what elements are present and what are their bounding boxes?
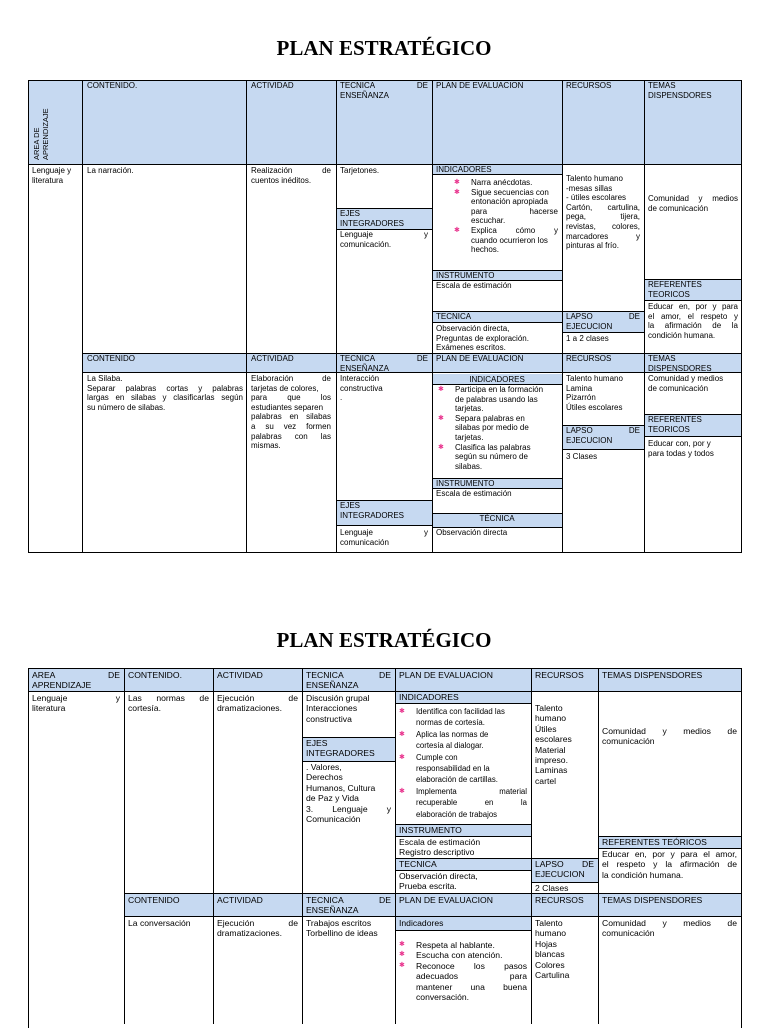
list-item: ✱ Separa palabras en silabas por medio de tarjetas. [436,414,558,443]
header-area: AREA DE APRENDIZAJE [32,108,50,160]
instrumento-value: Escala de estimación [436,281,512,290]
indicadores-list [397,706,527,820]
area-value: Lenguaje y literatura [32,693,120,714]
ejes-value: . Valores, Derechos Humanos, Cultura de Paz y Vida 3. Lenguaje y Comunicación [306,762,391,825]
lapso-value: 3 Clases [566,452,598,461]
ejes-label: EJES INTEGRADORES [340,209,405,228]
lapso-value: 1 a 2 clases [566,334,609,343]
header-temas: TEMAS DISPENSDORES [648,81,712,100]
indicadores-list [452,178,558,255]
lapso-label: LAPSO DE EJECUCION [566,312,640,331]
header-actividad: ACTIVIDAD [217,670,263,680]
list-item: ✱ Aplica las normas de cortesía al dialogar. [397,729,527,752]
tecnica-eval-label: TECNICA [436,312,472,321]
instrumento-value: Escala de estimación [436,489,512,498]
tecnica-value: Tarjetones. [340,166,380,175]
indicadores-label: INDICADORES [436,165,492,174]
list-item: ✱ Identifica con facilidad las normas de cortesía. [397,706,527,729]
header-recursos: RECURSOS [535,895,584,905]
referentes-value: Educar con, por y para todas y todos [648,439,714,458]
header-temas: TEMAS DISPENSDORES [602,670,703,680]
header-actividad: ACTIVIDAD [251,81,294,90]
recursos-value: Talento humano Hojas blancas Colores Cartulina [535,918,570,981]
header-temas: TEMAS DISPENSDORES [648,354,712,373]
list-item: ✱ Respeta al hablante. [397,940,527,950]
tecnica-value: Trabajos escritos Torbellino de ideas [306,918,378,939]
header-contenido: CONTENIDO [87,354,135,363]
contenido-value: La conversación [128,918,191,928]
instrumento-label: INSTRUMENTO [436,271,495,280]
list-item: ✱ Sigue secuencias con entonación apropiada para hacerse escuchar. [452,188,558,226]
list-item: ✱ Participa en la formación de palabras usando las tarjetas. [436,385,558,414]
header-plan: PLAN DE EVALUACION [399,670,493,680]
instrumento-value: Escala de estimación Registro descriptivo [399,837,481,858]
contenido-value: Las normas de cortesía. [128,693,209,714]
header-recursos: RECURSOS [566,354,612,363]
tecnica-eval-label: TECNICA [399,859,437,869]
indicadores-label: INDICADORES [399,692,459,702]
temas-value: Comunidad y medios de comunicación [602,726,737,747]
actividad-value: Ejecución de dramatizaciones. [217,918,298,939]
ejes-label: EJES INTEGRADORES [306,738,375,759]
list-item: ✱ Implementa material recuperable en la elaboración de trabajos [397,786,527,820]
recursos-value: Talento humano Útiles escolares Material impreso. Laminas cartel [535,703,572,786]
tecnica-eval-value: Observación directa [436,528,508,537]
list-item: ✱ Explica cómo y cuando ocurrieron los hechos. [452,226,558,255]
indicadores-label: INDICADORES [469,375,525,384]
referentes-label: REFERENTES TEORICOS [648,415,702,434]
referentes-label: REFERENTES TEÓRICOS [602,837,707,847]
header-recursos: RECURSOS [535,670,584,680]
ejes-label: EJES INTEGRADORES [340,501,405,520]
ejes-value: Lenguaje y comunicación [340,528,428,547]
lapso-label: LAPSO DE EJECUCION [535,859,594,880]
instrumento-label: INSTRUMENTO [436,479,495,488]
contenido-value: La narración. [87,166,134,175]
list-item: ✱ Reconoce los pasos adecuados para mantener una buena conversación. [397,961,527,1003]
tecnica-eval-value: Observación directa, Preguntas de exploración. Exámenes escritos. [436,324,529,353]
list-item: ✱ Clasifica las palabras según su número de silabas. [436,443,558,472]
header-plan: PLAN DE EVALUACION [399,895,493,905]
tecnica-value: Interacción constructiva . [340,374,383,403]
referentes-label: REFERENTES TEORICOS [648,280,702,299]
tecnica-eval-label: TÉCNICA [479,514,515,523]
list-item: ✱ Cumple con responsabilidad en la elaboración de cartillas. [397,752,527,786]
page-title: PLAN ESTRATÉGICO [276,628,492,652]
referentes-value: Educar en, por y para el amor, el respeto y la afirmación de la condición humana. [648,302,738,340]
tecnica-eval-value: Observación directa, Prueba escrita. [399,871,478,892]
lapso-value: 2 Clases [535,883,569,893]
header-tecnica: TECNICA DE ENSEÑANZA [340,81,428,100]
recursos-value: Talento humano -mesas sillas - útiles escolares Cartón, cartulina, pega, tijera, revistas, colores, marcadores y pinturas al frío. [566,174,640,251]
temas-value: Comunidad y medios de comunicación [602,918,737,939]
header-tecnica: TECNICA DE ENSEÑANZA [306,670,391,691]
ejes-value: Lenguaje y comunicación. [340,230,428,249]
temas-value: Comunidad y medios de comunicación [648,374,724,393]
referentes-value: Educar en, por y para el amor, el respeto y la afirmación de la condición humana. [602,849,737,880]
header-contenido: CONTENIDO. [87,81,138,90]
recursos-value: Talento humano Lamina Pizarrón Útiles escolares [566,374,623,412]
header-plan: PLAN DE EVALUACION [436,81,524,90]
header-tecnica: TECNICA DE ENSEÑANZA [340,354,428,373]
indicadores-list [397,940,527,1002]
actividad-value: Ejecución de dramatizaciones. [217,693,298,714]
indicadores-list [436,385,558,471]
lapso-label: LAPSO DE EJECUCION [566,426,640,445]
header-actividad: ACTIVIDAD [217,895,263,905]
actividad-value: Realización de cuentos inéditos. [251,166,331,185]
actividad-value: Elaboración de tarjetas de colores, para que los estudiantes separen palabras en silabas a su vez formen palabras con las mismas. [251,374,331,451]
list-item: ✱ Narra anécdotas. [452,178,558,188]
header-temas: TEMAS DISPENSDORES [602,895,703,905]
header-recursos: RECURSOS [566,81,612,90]
header-plan: PLAN DE EVALUACION [436,354,524,363]
tecnica-value: Discusión grupal Interacciones constructiva [306,693,370,724]
indicadores-label: Indicadores [399,918,444,928]
list-item: ✱ Escucha con atención. [397,950,527,960]
temas-value: Comunidad y medios de comunicación [648,194,738,213]
header-actividad: ACTIVIDAD [251,354,294,363]
header-contenido: CONTENIDO. [128,670,182,680]
contenido-value: La Silaba. Separar palabras cortas y palabras largas en silabas y clasificarlas según su número de silabas. [87,374,243,412]
header-contenido: CONTENIDO [128,895,180,905]
header-area: AREA DE APRENDIZAJE [32,670,120,691]
page-title: PLAN ESTRATÉGICO [276,36,492,60]
header-tecnica: TECNICA DE ENSEÑANZA [306,895,391,916]
instrumento-label: INSTRUMENTO [399,825,462,835]
area-value: Lenguaje y literatura [32,166,72,185]
